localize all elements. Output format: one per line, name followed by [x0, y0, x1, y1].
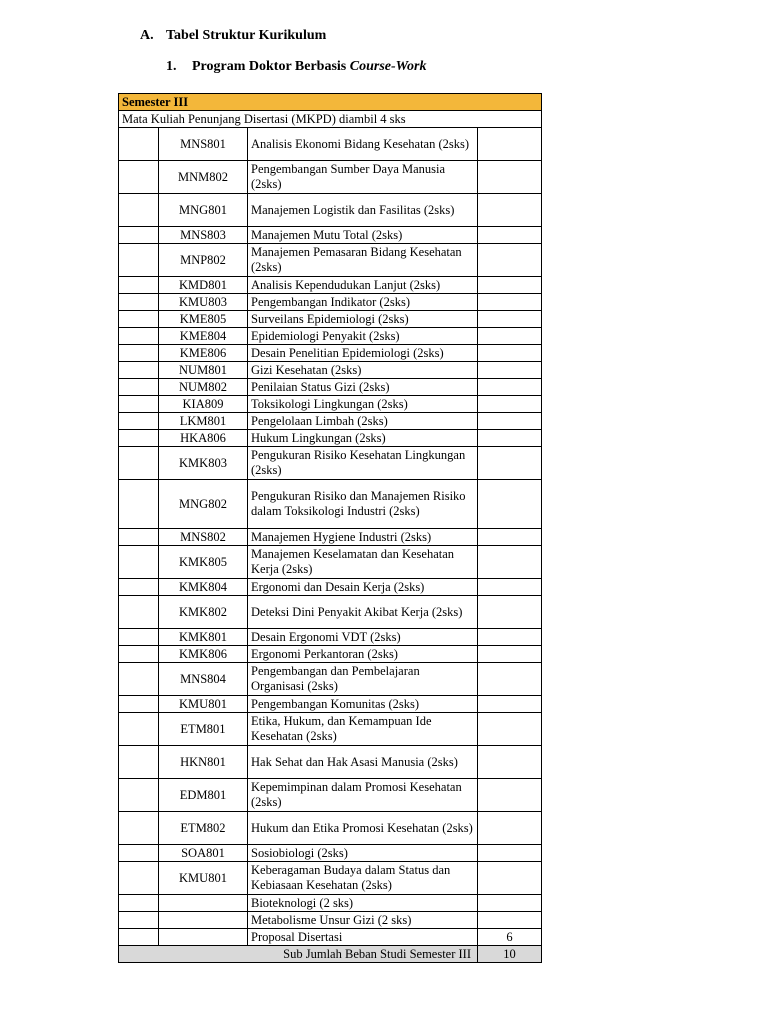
blank-cell [119, 812, 159, 845]
course-sks [478, 629, 542, 646]
course-sks [478, 328, 542, 345]
course-sks [478, 579, 542, 596]
course-code: MNG802 [159, 480, 248, 529]
blank-cell [119, 227, 159, 244]
table-row [119, 529, 542, 546]
course-sks [478, 194, 542, 227]
course-code: KME804 [159, 328, 248, 345]
course-code [159, 895, 248, 912]
table-row [119, 912, 542, 929]
table-row [119, 161, 542, 194]
course-sks [478, 480, 542, 529]
blank-cell [119, 362, 159, 379]
table-row [119, 929, 542, 946]
table-row [119, 862, 542, 895]
blank-cell [119, 579, 159, 596]
course-name: Deteksi Dini Penyakit Akibat Kerja (2sks) [248, 596, 478, 629]
course-name: Manajemen Hygiene Industri (2sks) [248, 529, 478, 546]
course-code: MNS804 [159, 663, 248, 696]
course-name: Sosiobiologi (2sks) [248, 845, 478, 862]
course-sks [478, 396, 542, 413]
subtotal-value: 10 [478, 946, 542, 963]
course-sks [478, 862, 542, 895]
blank-cell [119, 311, 159, 328]
course-code: MNS801 [159, 128, 248, 161]
section-heading [140, 28, 326, 44]
course-sks [478, 294, 542, 311]
course-sks [478, 812, 542, 845]
blank-cell [119, 663, 159, 696]
blank-cell [119, 430, 159, 447]
blank-cell [119, 862, 159, 895]
course-name: Analisis Kependudukan Lanjut (2sks) [248, 277, 478, 294]
semester-header-row [119, 94, 542, 111]
course-name: Gizi Kesehatan (2sks) [248, 362, 478, 379]
course-sks [478, 128, 542, 161]
course-sks [478, 413, 542, 430]
course-name: Manajemen Logistik dan Fasilitas (2sks) [248, 194, 478, 227]
course-name: Ergonomi Perkantoran (2sks) [248, 646, 478, 663]
table-row [119, 328, 542, 345]
course-name: Pengembangan Indikator (2sks) [248, 294, 478, 311]
course-sks [478, 596, 542, 629]
blank-cell [119, 546, 159, 579]
table-row [119, 546, 542, 579]
blank-cell [119, 447, 159, 480]
blank-cell [119, 646, 159, 663]
course-code: KMK803 [159, 447, 248, 480]
blank-cell [119, 328, 159, 345]
course-sks [478, 646, 542, 663]
course-name: Manajemen Keselamatan dan Kesehatan Kerja (2sks) [248, 546, 478, 579]
course-name: Hukum Lingkungan (2sks) [248, 430, 478, 447]
blank-cell [119, 929, 159, 946]
blank-cell [119, 629, 159, 646]
blank-cell [119, 746, 159, 779]
course-sks [478, 311, 542, 328]
course-name: Penilaian Status Gizi (2sks) [248, 379, 478, 396]
table-row [119, 413, 542, 430]
course-sks [478, 696, 542, 713]
course-name: Pengukuran Risiko dan Manajemen Risiko dalam Toksikologi Industri (2sks) [248, 480, 478, 529]
blank-cell [119, 480, 159, 529]
course-sks [478, 345, 542, 362]
course-code: ETM802 [159, 812, 248, 845]
blank-cell [119, 379, 159, 396]
blank-cell [119, 895, 159, 912]
course-code: MNS803 [159, 227, 248, 244]
course-name: Etika, Hukum, dan Kemampuan Ide Kesehatan (2sks) [248, 713, 478, 746]
course-sks [478, 379, 542, 396]
course-name: Surveilans Epidemiologi (2sks) [248, 311, 478, 328]
mkpd-label: Mata Kuliah Penunjang Disertasi (MKPD) diambil 4 sks [119, 111, 542, 128]
table-row [119, 845, 542, 862]
course-code: KMU801 [159, 696, 248, 713]
blank-cell [119, 845, 159, 862]
mkpd-row [119, 111, 542, 128]
course-code: EDM801 [159, 779, 248, 812]
course-name: Manajemen Pemasaran Bidang Kesehatan (2sks) [248, 244, 478, 277]
course-sks [478, 845, 542, 862]
table-row [119, 596, 542, 629]
course-code: KMU803 [159, 294, 248, 311]
table-row [119, 294, 542, 311]
blank-cell [119, 128, 159, 161]
table-row [119, 447, 542, 480]
course-sks [478, 227, 542, 244]
course-name: Ergonomi dan Desain Kerja (2sks) [248, 579, 478, 596]
blank-cell [119, 194, 159, 227]
course-code: NUM801 [159, 362, 248, 379]
course-code: LKM801 [159, 413, 248, 430]
table-row [119, 277, 542, 294]
course-code [159, 912, 248, 929]
blank-cell [119, 161, 159, 194]
table-row [119, 128, 542, 161]
course-code: NUM802 [159, 379, 248, 396]
course-sks [478, 362, 542, 379]
table-row [119, 696, 542, 713]
course-name: Analisis Ekonomi Bidang Kesehatan (2sks) [248, 128, 478, 161]
course-sks [478, 779, 542, 812]
subtotal-row [119, 946, 542, 963]
table-row [119, 430, 542, 447]
subsection-title-italic: Course-Work [349, 59, 427, 74]
course-name: Pengembangan Sumber Daya Manusia (2sks) [248, 161, 478, 194]
course-sks [478, 912, 542, 929]
course-code: MNM802 [159, 161, 248, 194]
course-code [159, 929, 248, 946]
table-row [119, 379, 542, 396]
course-sks [478, 277, 542, 294]
course-name: Bioteknologi (2 sks) [248, 895, 478, 912]
course-name: Kepemimpinan dalam Promosi Kesehatan (2sks) [248, 779, 478, 812]
table-row [119, 227, 542, 244]
table-row [119, 812, 542, 845]
course-sks [478, 447, 542, 480]
course-code: KIA809 [159, 396, 248, 413]
course-name: Pengelolaan Limbah (2sks) [248, 413, 478, 430]
course-code: KMK804 [159, 579, 248, 596]
course-name: Manajemen Mutu Total (2sks) [248, 227, 478, 244]
blank-cell [119, 912, 159, 929]
table-row [119, 480, 542, 529]
course-code: KMK801 [159, 629, 248, 646]
course-sks [478, 663, 542, 696]
curriculum-table [118, 93, 542, 963]
table-row [119, 362, 542, 379]
semester-label: Semester III [119, 94, 542, 111]
course-code: KME805 [159, 311, 248, 328]
course-sks [478, 244, 542, 277]
table-row [119, 396, 542, 413]
course-code: KMU801 [159, 862, 248, 895]
section-title: Tabel Struktur Kurikulum [166, 28, 327, 43]
course-sks [478, 161, 542, 194]
course-code: KMK802 [159, 596, 248, 629]
course-sks [478, 746, 542, 779]
blank-cell [119, 396, 159, 413]
course-sks [478, 895, 542, 912]
blank-cell [119, 294, 159, 311]
blank-cell [119, 779, 159, 812]
course-code: MNS802 [159, 529, 248, 546]
course-name: Pengukuran Risiko Kesehatan Lingkungan (2sks) [248, 447, 478, 480]
course-code: ETM801 [159, 713, 248, 746]
course-sks: 6 [478, 929, 542, 946]
blank-cell [119, 529, 159, 546]
course-name: Keberagaman Budaya dalam Status dan Kebiasaan Kesehatan (2sks) [248, 862, 478, 895]
section-number: A. [140, 28, 154, 43]
table-row [119, 663, 542, 696]
course-name: Epidemiologi Penyakit (2sks) [248, 328, 478, 345]
course-name: Metabolisme Unsur Gizi (2 sks) [248, 912, 478, 929]
table-row [119, 345, 542, 362]
course-name: Hukum dan Etika Promosi Kesehatan (2sks) [248, 812, 478, 845]
blank-cell [119, 345, 159, 362]
subtotal-label: Sub Jumlah Beban Studi Semester III [119, 946, 478, 963]
blank-cell [119, 596, 159, 629]
course-code: SOA801 [159, 845, 248, 862]
course-code: HKA806 [159, 430, 248, 447]
course-code: KMD801 [159, 277, 248, 294]
course-code: MNG801 [159, 194, 248, 227]
subsection-heading [166, 59, 427, 75]
table-row [119, 579, 542, 596]
course-name: Desain Ergonomi VDT (2sks) [248, 629, 478, 646]
course-name: Pengembangan Komunitas (2sks) [248, 696, 478, 713]
course-sks [478, 430, 542, 447]
table-row [119, 779, 542, 812]
table-row [119, 244, 542, 277]
course-name: Proposal Disertasi [248, 929, 478, 946]
course-name: Hak Sehat dan Hak Asasi Manusia (2sks) [248, 746, 478, 779]
course-name: Toksikologi Lingkungan (2sks) [248, 396, 478, 413]
table-row [119, 194, 542, 227]
table-row [119, 895, 542, 912]
course-code: KMK805 [159, 546, 248, 579]
table-row [119, 646, 542, 663]
course-name: Pengembangan dan Pembelajaran Organisasi (2sks) [248, 663, 478, 696]
table-row [119, 629, 542, 646]
course-code: MNP802 [159, 244, 248, 277]
blank-cell [119, 713, 159, 746]
course-sks [478, 713, 542, 746]
blank-cell [119, 413, 159, 430]
table-row [119, 311, 542, 328]
course-code: KMK806 [159, 646, 248, 663]
subsection-title: Program Doktor Berbasis [192, 59, 350, 74]
course-sks [478, 546, 542, 579]
subsection-number: 1. [166, 59, 177, 74]
blank-cell [119, 696, 159, 713]
course-code: KME806 [159, 345, 248, 362]
table-row [119, 746, 542, 779]
blank-cell [119, 244, 159, 277]
table-row [119, 713, 542, 746]
course-sks [478, 529, 542, 546]
course-name: Desain Penelitian Epidemiologi (2sks) [248, 345, 478, 362]
course-code: HKN801 [159, 746, 248, 779]
blank-cell [119, 277, 159, 294]
